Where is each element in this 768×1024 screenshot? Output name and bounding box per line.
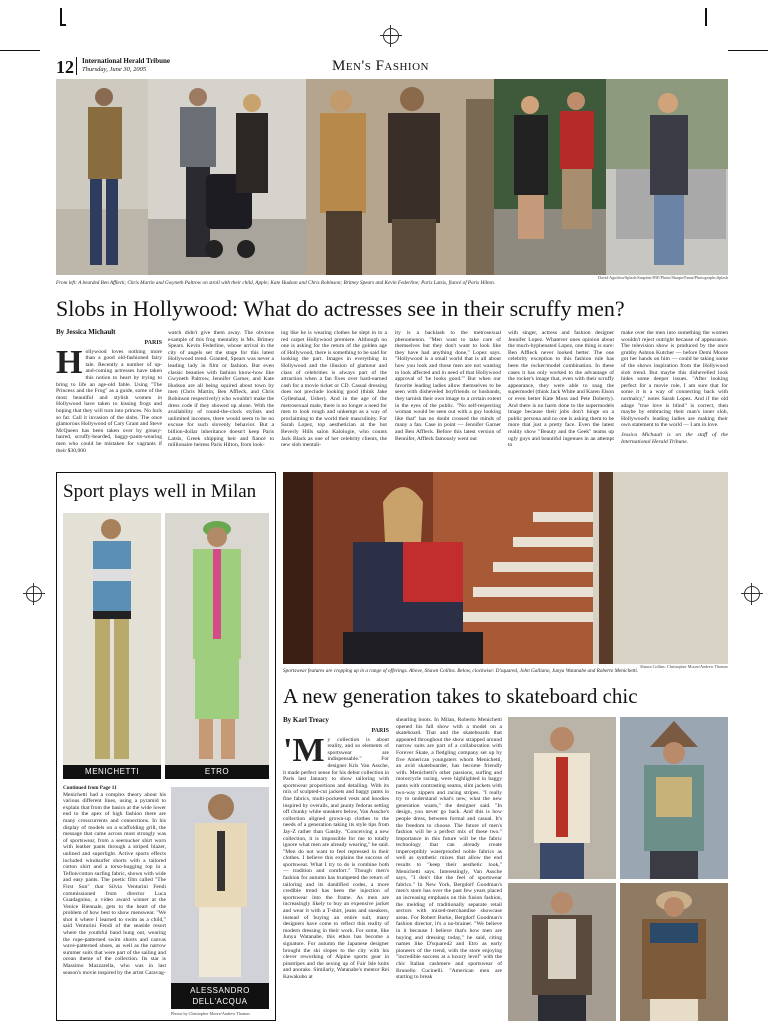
story1-headline: Slobs in Hollywood: What do actresses see in their scruffy men? [56,296,625,321]
story1-tagline: Jessica Michault is on the staff of the International Herald Tribune. [621,431,728,445]
story2-column-2 [396,717,502,1022]
label-menichetti: MENICHETTI [63,765,161,779]
story1-column-4 [395,330,501,470]
story1-dropcap: H [56,343,83,381]
big-photo-credit: Shawn Collins: Christopher Moore/Andrew Thomas [640,664,728,669]
shawn-collins-image [283,472,728,664]
registration-mark [26,586,42,602]
page-number: 12 [56,57,74,77]
sidebar-photo-credit: Photos by Christopher Moore/Andrew Thomas [171,1011,250,1016]
story1-dateline: PARIS [144,340,162,346]
crop-mark [0,50,40,51]
sidebar-box [56,472,276,1021]
sidebar-headline: Sport plays well in Milan [63,481,257,502]
galliano-model [620,717,728,879]
sidebar-text [63,785,166,1017]
header-divider [76,57,77,75]
watanabe-model [508,883,616,1021]
dsquared-model [508,717,616,879]
story1-column-5 [508,330,614,470]
label-etro: ETRO [165,765,269,779]
story1-text: make over the men into something the women wouldn't reject outright because of appearance. The television show is produced by the once grubby Ashton Kutcher — before Demi Moore got her hands on him — could be taking some of the shows inspiration from the Hollywood slob trend. But maybe this dishevelled look hides some deeper issues. "After looking perfect for a movie role, I am sure that for some it is a way of connecting back with normalcy," notes Sarah Lopez. And if the old adage "true love is blind" is correct, then maybe by embracing their man's inner slob, Hollywood's leading ladies are making their own statement to the world — I am in love. [621,330,728,429]
photo-dellacqua [171,787,269,1009]
photo-dsquared [508,717,616,879]
etro-model [165,513,269,779]
paper-name: International Herald Tribune [82,57,171,65]
photo-etro [165,513,269,779]
photo-shawn-collins [283,472,728,664]
story2-byline: By Karl Treacy [283,716,329,724]
top-photo-caption: From left: A bearded Ben Affleck; Chris Martin and Gwyneth Paltrow on stroll with their child, Apple; Kate Hudson and Chris Robinson; Britney Spears and Kevin Federline; Paris Latsis, fiancé of Paris Hilton. [56,280,496,286]
story1-column-3 [281,330,387,470]
story1-text: ollywood loves nothing more than a good old-fashioned fairy tale. Recently a number of up-and-coming actresses have taken this notion to heart by trying to bring to life an age-old fable. Using "The Princess and the Frog" as a guide, some of the most beautiful and stylish women in Hollywood have taken to kissing frogs and hoping that they will turn into princes. No luck so far. Call it invasion of the slobs. The once glamorous Hollywood of Cary Grant and Steve McQueen has been taken over by greasy-haired, scruffy-bearded, baggy-pants-wearing men who could be mistaken for vagrants if their $30,000 [56,348,162,454]
photo-menichetti-skate [620,883,728,1021]
story1-text: ing like he is wearing clothes he slept in to a red carpet Hollywood premiere. Although no one is asking for the return of the golden age of Hollywood, there is something to be said for looking the part. Images in everything in Hollywood and the illusion of glamour and class of celebrities is always part of the attraction when a fan fixes over hard-earned cash for a movie ticket or CD. Casual dressing does not preclude looking good (think Jake Gyllenhaal, Usher). And in the age of the metrosexual male, there is no longer a need for men to look rough and unkempt as a way of proclaiming to the world their masculinity. For Sarah Lopez, top aesthetician at the hot Beverly Hills salon Kalologie, who counts Jack Black as one of her celebrity clients, the new slob mentali- [281,330,387,449]
label-dellacqua: ALESSANDRO DELL'ACQUA [171,983,269,1009]
story1-column-1 [56,338,162,470]
issue-date: Thursday, June 30, 2005 [82,66,147,73]
story2-text: y collection is about reality, and so elements of sportswear are indispensable." For designer Kris Van Assche, it made perfect sense for his debut collection in Paris last January to show tailoring with sportswear proportions and detailing. With its mix of sculpted-cut jackets and baggy pants in fine fabrics, multi-pocketed vests and hoodies inspired by overalls, and jaunty fedoras setting off chunky white sneakers below, Van Assche's collection aligned grown-up clothes to the needs of a generation taking its style tips from Jay-Z rather than Gatsby. "Conceiving a new collection, it is impossible for me to totally ignore what men are already wearing," he said. "Men do not want to feel repressed in their clothes. I believe this explains the success of sportswear. What I try to do is combine both — tradition and comfort." Though men's fashion for autumn has trumpeted the return of tailoring and its dandified codes, a more credible trend has been the injection of sportswear into the frame. As men are increasingly likely to buy an expensive jacket and wear it with a T-shirt, jeans and sneakers, instead of buying an entire suit, many designers have come to reflect this reality of modern dressing in their work. For some, like Junya Watanabe, this ethos has become a signature. For autumn the Japanese designer brought the ski slopes to the city with his clever reworking of Alpine sports gear in pinstripes and the sexing up of Fair Isle knits and anoraks. Similarly, Watanabe's mentor Rei Kawakubo at [283,736,389,980]
menichetti-model [63,513,161,779]
page-header [56,57,728,80]
story2-dateline: PARIS [371,728,389,734]
registration-mark [383,28,399,44]
crop-mark [705,8,707,26]
story1-text: ity is a backlash to the metrosexual phenomenon. "Men want to take care of themselves but they don't want to look like they have had anything done," Lopez says. "Hollywood is a small world that is all about how you look and those men are not wanting to look affected and in need of that Hollywood approval of 'he looks good.'" But when our favorite leading ladies allow themselves to be seen with disheveled boyfriends or husbands, they tarnish their own image to a certain extent in the eyes of the public. "No self-respecting woman would be seen out with a guy looking like that" has no doubt crossed the minds of many a fan. Case in point — Jennifer Garner and Ben Affleck. Before this latest version of Bennifer, Affleck famously went out [395,330,501,442]
story2-dropcap: 'M [283,731,325,769]
top-photo-credit: David Aguilera/Splash/Snapfair/INF/Photo/Sharpe/Fame/Photographs;Splash [598,275,728,280]
celebrity-photos [56,79,728,275]
crop-mark [60,24,66,26]
menichetti-skate-model [620,883,728,1021]
dellacqua-model [171,787,269,1009]
story1-byline: By Jessica Michault [56,328,116,336]
sidebar-continued: Continued from Page 11 [63,785,117,791]
photo-galliano [620,717,728,879]
crop-mark [728,50,768,51]
story1-column-6 [621,330,728,470]
celebrity-photo-strip [56,79,728,275]
photo-watanabe [508,883,616,1021]
photo-menichetti [63,513,161,779]
big-photo-caption: Sportswear features are cropping up in a range of offerings. Above, Shawn Collins. Below, clockwise: D'squared, John Galliano, Junya Watanabe and Roberto Menichetti. [283,668,639,674]
section-title: Men's Fashion [332,58,429,74]
story1-text: with singer, actress and fashion designer Jennifer Lopez. Whatever ones opinion about the much-hyphenated Lopez, one thing is sure: Ben Affleck never looked better. The one celebrity exception to this fashion rule has been the rocker/model combination. In these cases it has only worked to the advantage of the rocker's image that, even with their scruffy appearance, they were able to snag the supermodel (think Jack White and Karen Elson or even better Kate Moss and Pete Doherty). And there is no harm done to the supermodels image because their jobs don't hinge on a public persona and no one is asking them to be more that just a pretty face. Even the latest reality show "Beauty and the Geek" teams up ugly guys and beautiful ingenues in an attempt to [508,330,614,449]
sidebar-body: Menichetti had a complex theory about his various different lines, using a pyramid to explain that from the basics at the wide lower end to the apex of high fashion there are many crosscurrents and connections. In his display of models on a scaffolding grill, the message that came across most strongly was of sportswear, from a seersucker shirt worn with leather pants through a striped blazer, unlined and superlight. Active sports effects included windsurfer shorts with a tailored cotton shirt and a torso-hugging top in a Teflon/cotton surfing fabric, shown with wide and easy pants. The poetic film called "The First Sun" that Silvia Venturini Fendi commissioned from director Luca Guadagnino, a video award winner at the Venice Biennale, gets to the heart of the problem of how best to show menswear. "We shot it where I learned to swim as a child," said Venturini Fendi of the seaside resort where the youthful band hung out, wearing the rope-patterned swim shorts and canvas wave-patterned shoes, as well as the narrow summer suits that were part of the sailing and ocean theme of the collection. Its star is Massimo Mazzarella, who was in last season's movie inspired by the artist Caravag- [63,791,166,976]
story1-column-2 [168,330,274,470]
story2-text: shearling boots. In Milan, Roberto Menichetti opened his fall show with a model on a skateboard. That and the skateboards that appeared throughout the show strapped around narrow suits are part of a collaboration with Forever Skate, a fledgling company set up by five American youngsters whom Menichetti, an avid skateboarder, has become friendly with. Menichetti's other passions, surfing and motorcycle racing, were highlighted in baggy pants with contrasting seams, slim jackets with two-way zippers and racing stripes. "I really try to understand what's new, what the new generation wants," the designer said. "In design, you never go back. And this is how people dress, between formal and casual. It's the freedom to choose. The future of men's fashion will be a perfect mix of these two." Importance in this future will be the fabric technology that can already create imperceptibly waterproofed noble fabrics as well as synthetic mixes that allow the end results to "keep their aesthetic look," Menichetti says. Interestingly, Van Assche says, "I don't like the feel of sportswear fabrics." In New York, Bergdorf Goodman's men's store has over the past few years placed an increasing emphasis on this fusion fashion, the melding of traditionally separate retail sectors with mixed-merchandise showcase areas. For Robert Burke, Bergdorf Goodman's fashion director, it's a no-brainer. "We believe in it because I believe that's how men are buying and dressing today," he said, citing names like D'squared2 and Etro as early pioneers of the trend, with the store enjoying "incredible success at a luxury level" with the chic Italian cashmere and sportswear of Brunello Cucinelli. "American men are starting to break [396,717,502,981]
story1-text: watch didn't give them away. The obvious example of this frog mentality is Ms. Britney Spears. Kevin Federline, whose arrival in the city of angels set the stage for this latest Hollywood trend. Granted, Spears was never a leading lady in film or fashion. But even classic beauties with fashion know-how like Gwyneth Paltrow, Jennifer Garner, and Kate Hudson are all being squired about town by men (Chris Martin, Ben Affleck, and Chris Robinson respectively) who wouldn't make the dress code if they showed up alone. With the availability of round-the-clock stylists and unlimited incomes, there would seem to be no excuse for such slovenly behavior. But a billion-dollar inheritance doesn't keep Paris Latsis, Greek shipping heir and fiancé to millionaire heiress Paris Hilton, from look- [168,330,274,449]
story2-headline: A new generation takes to skateboard chic [283,684,638,708]
registration-mark [744,586,760,602]
story2-column-1 [283,726,389,1022]
